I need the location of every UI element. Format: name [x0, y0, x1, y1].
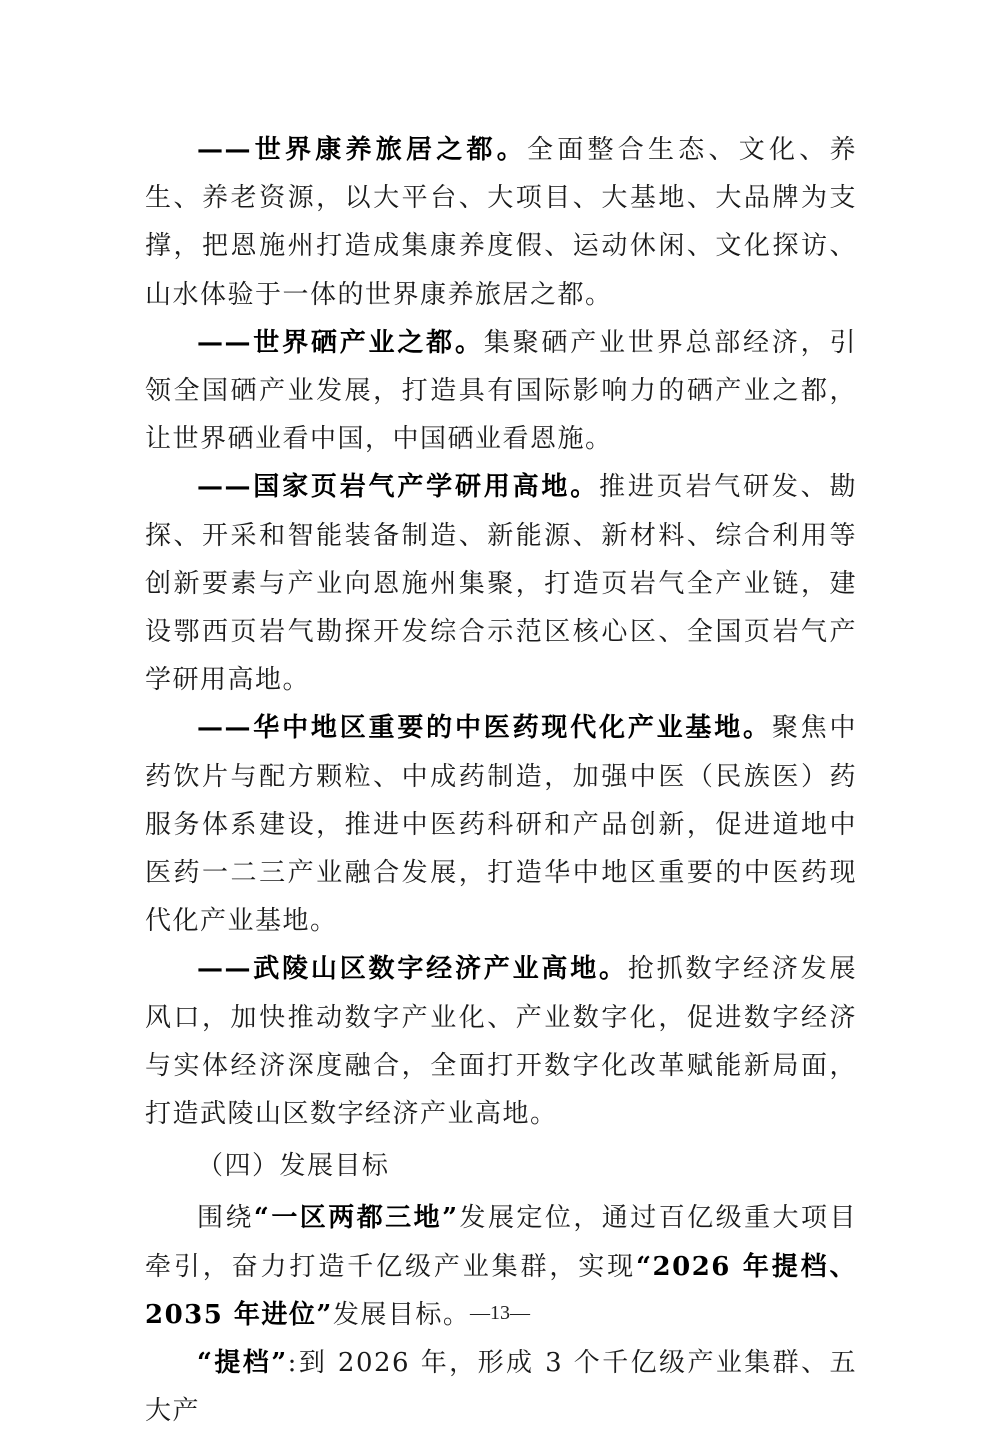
paragraph-tcm [145, 704, 857, 945]
paragraph-lead: ——武陵山区数字经济产业高地。 [197, 954, 628, 985]
paragraph-lead: ——国家页岩气产学研用高地。 [197, 472, 600, 503]
paragraph-text: 集聚硒产业世界总部经济，引领全国硒产业发展，打造具有国际影响力的硒产业之都，让世界硒业看中国，中国硒业看恩施。 [145, 327, 857, 455]
paragraph-text: 抢抓数字经济发展风口，加快推动数字产业化、产业数字化，促进数字经济与实体经济深度融合，全面打开数字化改革赋能新局面，打造武陵山区数字经济产业高地。 [145, 954, 857, 1130]
tidang-text: :到 2026 年，形成 3 个千亿级产业集群、五大产 [145, 1348, 857, 1427]
paragraph-lead: ——华中地区重要的中医药现代化产业基地。 [197, 713, 772, 744]
paragraph-text: 聚焦中药饮片与配方颗粒、中成药制造，加强中医（民族医）药服务体系建设，推进中医药科研和产品创新，促进道地中医药一二三产业融合发展，打造华中地区重要的中医药现代化产业基地。 [145, 713, 857, 937]
paragraph-selenium [145, 319, 857, 464]
paragraph-text: 全面整合生态、文化、养生、养老资源，以大平台、大项目、大基地、大品牌为支撑，把恩施州打造成集康养度假、运动休闲、文化探访、山水体验于一体的世界康养旅居之都。 [145, 135, 857, 310]
goals-positioning: “一区两都三地” [253, 1203, 459, 1234]
goals-targets: “2026 年提档、2035 年进位” [145, 1251, 857, 1330]
goals-text: 发展目标。 [332, 1299, 471, 1330]
paragraph-lead: ——世界硒产业之都。 [197, 327, 484, 358]
paragraph-digital-economy [145, 945, 857, 1138]
goals-text: 发展定位，通过百亿级重大项目牵引，奋力打造千亿级产业集群，实现 [145, 1203, 857, 1282]
page-number: —13— [470, 1302, 530, 1324]
tidang-lead: “提档” [197, 1348, 288, 1379]
paragraph-kangyang [145, 126, 857, 319]
section-heading: （四）发展目标 [197, 1151, 390, 1182]
document-body [145, 126, 857, 1435]
goals-text: 围绕 [197, 1203, 254, 1234]
paragraph-tidang [145, 1339, 857, 1435]
paragraph-shale-gas [145, 463, 857, 704]
paragraph-lead: ——世界康养旅居之都。 [197, 135, 527, 165]
paragraph-text: 推进页岩气研发、勘探、开采和智能装备制造、新能源、新材料、综合利用等创新要素与产业向恩施州集聚，打造页岩气全产业链，建设鄂西页岩气勘探开发综合示范区核心区、全国页岩气产学研用高地。 [145, 472, 857, 696]
